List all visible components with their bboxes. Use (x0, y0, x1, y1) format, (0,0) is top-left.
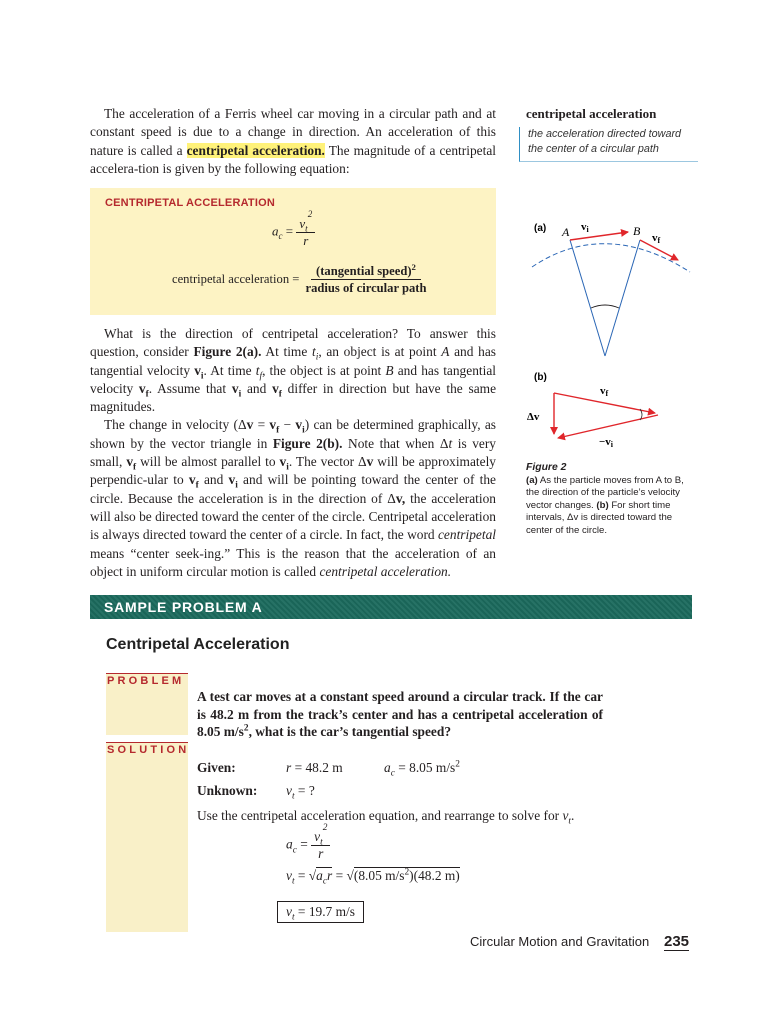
intro-text-b: The magnitude of a centripetal accelera-tion is given by the following equation: (90, 142, 496, 176)
eq-words-den: radius of circular path (305, 281, 427, 295)
unknown-value: $v_t$ = ? (286, 783, 315, 802)
page-number: 235 (664, 933, 690, 950)
given-ac: $a_c = 8.05$ $m/s^2$ (384, 759, 460, 779)
eq-words-lhs: centripetal acceleration = (172, 272, 300, 286)
eq-lhs-sub: c (278, 231, 283, 242)
intro-paragraph (90, 105, 496, 178)
delta-v-label: Δv (527, 411, 540, 423)
eq-fraction (296, 208, 315, 249)
problem-rule (106, 673, 188, 674)
caption-a-text: As the particle moves from A to B, the direction of the particle’s velocity vector changes. (526, 474, 684, 511)
eq-den-r: r (303, 233, 309, 248)
problem-text-a: A test car moves at a constant speed around a circular track. If the car is 48.2 m from the track’s center and has a centripetal acceleration of 8.05 m/s (197, 689, 603, 739)
eq-num-sub: t (305, 223, 308, 234)
angle-arc (591, 305, 619, 308)
equation-words (172, 263, 429, 296)
velocity-vi-arrow (570, 232, 628, 240)
point-b-label: B (633, 224, 641, 238)
problem-statement (197, 688, 603, 741)
eq-num-sup: 2 (307, 208, 313, 219)
solution-step-2: $v_t = √a_cr = √(8.05$ $m/s^2)(48.2$ m) (286, 867, 460, 887)
sample-problem-title: Centripetal Acceleration (106, 636, 290, 653)
direction-paragraph-1: What is the direction of centripetal acceleration? To answer this question, consider Figure 2(a). At time $t_i$, an object is at point A and has tangential velocity $v_i$. At time $t_f$, the object is at point B and has tangential velocity $v_f$. Assume that $v_i$ and $v_f$ differ in direction but have the same magnitudes. (90, 326, 497, 415)
sample-problem-banner: SAMPLE PROBLEM A (90, 595, 692, 619)
glossary-term: centripetal acceleration (526, 106, 657, 121)
glossary-definition: the acceleration directed toward the center of a circular path (519, 127, 698, 162)
key-term-highlight: centripetal acceleration. (186, 142, 325, 158)
chapter-title: Circular Motion and Gravitation (470, 934, 650, 949)
answer-value: = 19.7 m/s (297, 904, 355, 919)
direction-paragraph-2: The change in velocity $(\Delta v = v_f - v_i)$ can be determined graphically, as shown by the vector triangle in Figure 2(b). Note that when Δt is very small, $v_f$ will be almost parallel to $v_i$. The vector Δv will be approximately perpendic-ular to $v_f$ and $v_i$ and will be pointing toward the center of the circle. Because the acceleration is in the direction of Δv, the acceleration will also be directed toward the center of the circle. Centripetal acceleration is always directed toward the center of a circle. In fact, the word centripetal means “center seek-ing.” This is the reason that the acceleration of an object in uniform circular motion is called centripetal acceleration. (90, 417, 497, 579)
radius-b (605, 240, 640, 356)
answer-box: $v_t = 19.7$ m/s (277, 901, 364, 923)
equation-box-title: CENTRIPETAL ACCELERATION (105, 197, 276, 209)
solution-instruction: Use the centripetal acceleration equation, and rearrange to solve for $v_t$. (197, 808, 575, 827)
direction-text (90, 325, 496, 581)
figure-label-a: (a) (534, 223, 547, 234)
caption-b-label: (b) (596, 499, 609, 511)
unknown-eq: = ? (297, 783, 315, 798)
eq-words-sup: 2 (411, 261, 416, 272)
point-a-label: A (562, 225, 570, 239)
neg-vi-label: −vi (599, 436, 614, 449)
solution-side-block (106, 742, 188, 932)
step2-inner-b: )(48.2 m) (409, 868, 460, 883)
equation-box (90, 188, 496, 315)
figure-caption-label: Figure 2 (526, 462, 567, 473)
caption-b-text: For short time intervals, Δv is directed toward the center of the circle. (526, 499, 673, 536)
vf-label-b: vf (600, 385, 609, 398)
problem-text-b: , what is the car’s tangential speed? (248, 724, 452, 739)
eq-lhs-a: a (272, 223, 279, 239)
intro-text-a: The acceleration of a Ferris wheel car moving in a circular path and at constant speed is due to a change in direction. An acceleration of this nature is called a (90, 106, 496, 158)
step2-inner: (8.05 m/s (353, 868, 405, 883)
equation-symbolic: $a_c$ = $\frac{v_t^2}{r}$ (272, 216, 315, 249)
eq-num-v: v (299, 216, 306, 231)
eq-words-num: (tangential speed) (316, 264, 412, 278)
given-r: r = 48.2 m (286, 760, 343, 775)
figure-2-diagram (520, 210, 700, 460)
given-ac-value: = 8.05 m/s (398, 760, 456, 775)
given-label: Given: (197, 760, 236, 775)
problem-tag: PROBLEM (107, 675, 185, 687)
circular-path-dashed (532, 244, 690, 272)
figure-label-b: (b) (534, 372, 547, 383)
eq-words-fraction (303, 263, 430, 296)
solution-step-1: $a_c$ = $\frac{v_t^2}{r}$ (286, 829, 330, 862)
radius-a (570, 240, 605, 356)
vi-label-a: vi (581, 221, 589, 234)
unknown-label: Unknown: (197, 783, 258, 798)
caption-a-label: (a) (526, 474, 538, 486)
problem-text-sup: 2 (243, 723, 249, 734)
neg-vi-vector (558, 415, 658, 438)
figure-2-caption (526, 462, 691, 538)
solution-tag: SOLUTION (107, 744, 190, 756)
vf-label-a: vf (652, 232, 661, 245)
instruction-text: Use the centripetal acceleration equation, and rearrange to solve for (197, 808, 563, 823)
solution-rule (106, 742, 188, 743)
